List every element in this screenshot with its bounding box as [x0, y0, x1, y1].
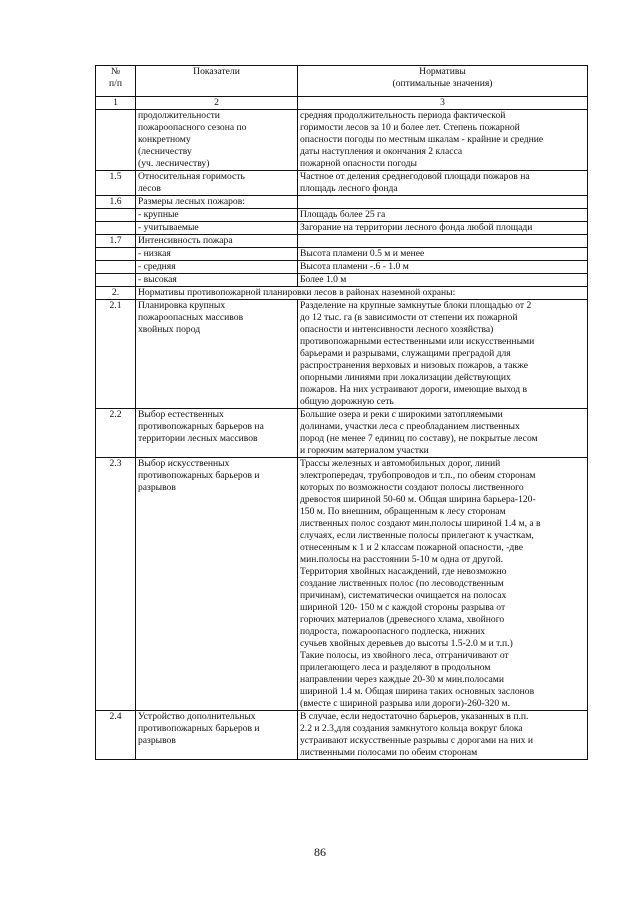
table-row [96, 196, 588, 209]
row-indicator: Интенсивность пожара [136, 235, 298, 248]
table-row [96, 209, 588, 222]
table-row [96, 171, 588, 196]
row-indicator: - учитываемые [136, 222, 298, 235]
section-number: 2. [96, 287, 136, 300]
column-index: 2 [136, 97, 298, 110]
row-number [96, 222, 136, 235]
row-number [96, 274, 136, 287]
table-row [96, 261, 588, 274]
row-number: 2.1 [96, 300, 136, 409]
row-indicator: Планировка крупных пожароопасных массивов хвойных пород [136, 300, 298, 409]
table-row [96, 110, 588, 171]
row-norm: Большие озера и реки с широкими затопляемыми долинами, участки леса с преобладанием лиственных пород (не менее 7 единиц по составу), не покрытые лесом и горючим материалом участки [298, 409, 588, 458]
header-norms: Нормативы (оптимальные значения) [298, 66, 588, 97]
header-indicators: Показатели [136, 66, 298, 97]
table-row [96, 235, 588, 248]
row-norm: Разделение на крупные замкнутые блоки площадью от 2 до 12 тыс. га (в зависимости от степени их пожарной опасности и интенсивности лесного хозяйства) противопожарными естественными или искусственными барьерами и разрывами, служащими преградой для распространения верховых и низовых пожаров, а также опорными линиями при локализации действующих пожаров. На них устраивают дороги, имеющие выход в общую дорожную сеть [298, 300, 588, 409]
row-indicator: Относительная горимость лесов [136, 171, 298, 196]
row-number: 2.4 [96, 711, 136, 760]
table-row [96, 300, 588, 409]
table-header-row [96, 66, 588, 97]
column-index: 1 [96, 97, 136, 110]
row-number [96, 209, 136, 222]
row-norm: Более 1.0 м [298, 274, 588, 287]
row-number: 2.2 [96, 409, 136, 458]
row-number: 1.7 [96, 235, 136, 248]
row-number [96, 110, 136, 171]
row-number: 1.6 [96, 196, 136, 209]
column-index-row [96, 97, 588, 110]
row-norm: Загорание на территории лесного фонда любой площади [298, 222, 588, 235]
table-row [96, 248, 588, 261]
row-norm [298, 235, 588, 248]
row-norm: Площадь более 25 га [298, 209, 588, 222]
table-row [96, 222, 588, 235]
row-indicator: - средняя [136, 261, 298, 274]
table-row [96, 274, 588, 287]
column-index: 3 [298, 97, 588, 110]
row-indicator: Размеры лесных пожаров: [136, 196, 298, 209]
page-number: 86 [314, 845, 326, 859]
row-norm: Частное от деления среднегодовой площади пожаров на площадь лесного фонда [298, 171, 588, 196]
row-number: 2.3 [96, 458, 136, 711]
section-title: Нормативы противопожарной планировки лесов в районах наземной охраны: [136, 287, 588, 300]
norms-table [95, 65, 588, 760]
row-norm: средняя продолжительность периода фактической горимости лесов за 10 и более лет. Степень пожарной опасности погоды по местным шкалам - крайние и средние даты наступления и окончания 2 класса пожарной опасности погоды [298, 110, 588, 171]
row-norm: Высота пламени -.6 - 1.0 м [298, 261, 588, 274]
row-norm: Высота пламени 0.5 м и менее [298, 248, 588, 261]
row-indicator: Устройство дополнительных противопожарных барьеров и разрывов [136, 711, 298, 760]
row-number [96, 248, 136, 261]
row-indicator: - низкая [136, 248, 298, 261]
row-indicator: - высокая [136, 274, 298, 287]
row-norm: В случае, если недостаточно барьеров, указанных в п.п. 2.2 и 2.3,для создания замкнутого кольца вокруг блока устраивают искусственные разрывы с дорогами на них и лиственными полосами по обеим сторонам [298, 711, 588, 760]
row-indicator: продолжительности пожароопасного сезона по конкретному (лесничеству (уч. лесничеству) [136, 110, 298, 171]
header-number: № п/п [96, 66, 136, 97]
row-indicator: Выбор искусственных противопожарных барьеров и разрывов [136, 458, 298, 711]
row-number: 1.5 [96, 171, 136, 196]
table-row [96, 711, 588, 760]
row-indicator: Выбор естественных противопожарных барьеров на территории лесных массивов [136, 409, 298, 458]
row-norm: Трассы железных и автомобильных дорог, линий электропередач, трубопроводов и т.п., по обеим сторонам которых по возможности создают полосы лиственного древостоя шириной 50-60 м. Общая ширина барьера-120- 150 м. По внешним, обращенным к лесу сторонам лиственных полос создают мин.полосы шириной 1.4 м, а в случаях, если лиственные полосы прилегают к участкам, отнесенным к 1 и 2 классам пожарной опасности, -две мин.полосы на расстоянии 5-10 м одна от другой. Территория хвойных насаждений, где невозможно создание лиственных полос (по лесоводственным причинам), систематически очищается на полосах шириной 120- 150 м с каждой стороны разрыва от горючих материалов (древесного хлама, хвойного подроста, пожароопасного подлеска, нижних сучьев хвойных деревьев до высоты 1.5-2.0 м и т.п.) Такие полосы, из хвойного леса, отграничивают от прилегающего леса и разделяют в продольном направлении через каждые 20-30 м мин.полосами шириной 1.4 м. Общая ширина таких основных заслонов (вместе с шириной разрыва или дороги)-260-320 м. [298, 458, 588, 711]
table-row [96, 409, 588, 458]
row-norm [298, 196, 588, 209]
row-indicator: - крупные [136, 209, 298, 222]
row-number [96, 261, 136, 274]
table-row [96, 458, 588, 711]
section-row [96, 287, 588, 300]
